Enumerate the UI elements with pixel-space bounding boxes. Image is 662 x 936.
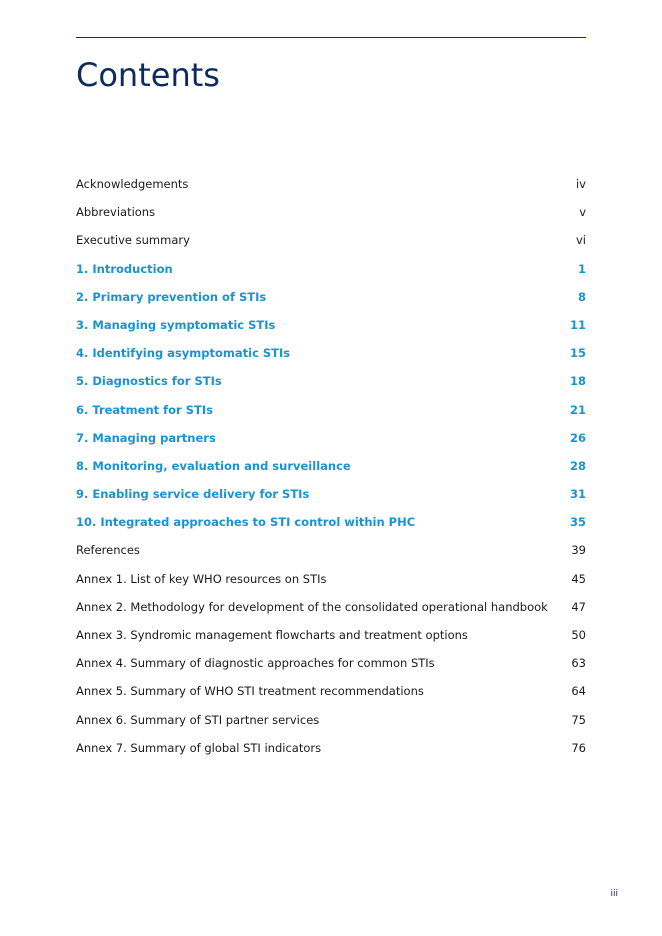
toc-entry-label: 7. Managing partners	[76, 430, 216, 445]
toc-entry[interactable]	[76, 452, 586, 480]
toc-entry-page: 28	[569, 458, 586, 473]
toc-entry[interactable]	[76, 677, 586, 705]
toc-entry[interactable]	[76, 621, 586, 649]
toc-entry-page: 15	[569, 346, 586, 361]
toc-entry[interactable]	[76, 424, 586, 452]
toc-entry[interactable]	[76, 536, 586, 564]
toc-entry-page: 26	[569, 430, 586, 445]
page-number: iii	[610, 889, 618, 899]
toc-entry-label: Executive summary	[76, 233, 190, 248]
header-rule	[76, 37, 586, 38]
toc-entry-label: Annex 1. List of key WHO resources on STIs	[76, 571, 327, 586]
toc-entry[interactable]	[76, 396, 586, 424]
toc-entry-label: Annex 3. Syndromic management flowcharts and treatment options	[76, 628, 468, 642]
toc-entry-page: 63	[571, 656, 586, 671]
table-of-contents	[76, 170, 586, 762]
toc-entry-page: 35	[569, 515, 586, 530]
toc-entry-page: 64	[571, 684, 586, 699]
toc-entry-label: Annex 7. Summary of global STI indicators	[76, 740, 322, 755]
toc-entry-label: 10. Integrated approaches to STI control within PHC	[76, 515, 416, 530]
toc-entry-label: 6. Treatment for STIs	[76, 402, 213, 417]
toc-entry[interactable]	[76, 255, 586, 283]
toc-entry-page: 75	[571, 712, 586, 727]
toc-entry-page: 18	[569, 374, 586, 389]
toc-entry-label: 4. Identifying asymptomatic STIs	[76, 346, 291, 361]
toc-entry-page: 45	[571, 571, 586, 586]
toc-entry-page: iv	[575, 177, 586, 191]
toc-entry[interactable]	[76, 565, 586, 593]
toc-entry-label: References	[76, 543, 140, 558]
toc-entry-label: Acknowledgements	[76, 177, 189, 191]
toc-entry[interactable]	[76, 649, 586, 677]
toc-entry[interactable]	[76, 198, 586, 226]
toc-entry-page: 11	[569, 317, 586, 332]
toc-entry-label: Annex 6. Summary of STI partner services	[76, 712, 320, 727]
toc-entry-page: vi	[575, 233, 586, 248]
toc-entry[interactable]	[76, 170, 586, 198]
page-title: Contents	[76, 56, 220, 94]
toc-entry[interactable]	[76, 367, 586, 395]
toc-entry-page: 31	[569, 487, 586, 502]
toc-entry-label: 8. Monitoring, evaluation and surveillance	[76, 458, 351, 473]
toc-entry[interactable]	[76, 283, 586, 311]
toc-entry-page: 1	[577, 261, 586, 276]
toc-entry[interactable]	[76, 706, 586, 734]
toc-entry-label: 1. Introduction	[76, 261, 173, 276]
toc-entry[interactable]	[76, 593, 586, 621]
toc-entry-page: 47	[571, 599, 586, 614]
toc-entry[interactable]	[76, 226, 586, 254]
toc-entry-label: 9. Enabling service delivery for STIs	[76, 487, 310, 502]
toc-entry[interactable]	[76, 480, 586, 508]
toc-entry-label: Annex 2. Methodology for development of the consolidated operational handbook	[76, 599, 548, 614]
toc-entry-page: 8	[577, 289, 586, 304]
toc-entry-page: 39	[571, 543, 586, 558]
toc-entry-label: Annex 5. Summary of WHO STI treatment recommendations	[76, 684, 424, 699]
toc-entry[interactable]	[76, 734, 586, 762]
toc-entry-page: 50	[571, 628, 586, 642]
toc-entry-page: v	[579, 205, 586, 220]
toc-entry-label: Annex 4. Summary of diagnostic approaches for common STIs	[76, 656, 435, 671]
toc-entry[interactable]	[76, 339, 586, 367]
toc-entry[interactable]	[76, 311, 586, 339]
toc-entry-label: 5. Diagnostics for STIs	[76, 374, 222, 389]
toc-entry[interactable]	[76, 508, 586, 536]
toc-entry-page: 21	[569, 402, 586, 417]
toc-entry-page: 76	[571, 740, 586, 755]
toc-entry-label: Abbreviations	[76, 205, 156, 220]
toc-entry-label: 3. Managing symptomatic STIs	[76, 317, 276, 332]
toc-entry-label: 2. Primary prevention of STIs	[76, 289, 267, 304]
